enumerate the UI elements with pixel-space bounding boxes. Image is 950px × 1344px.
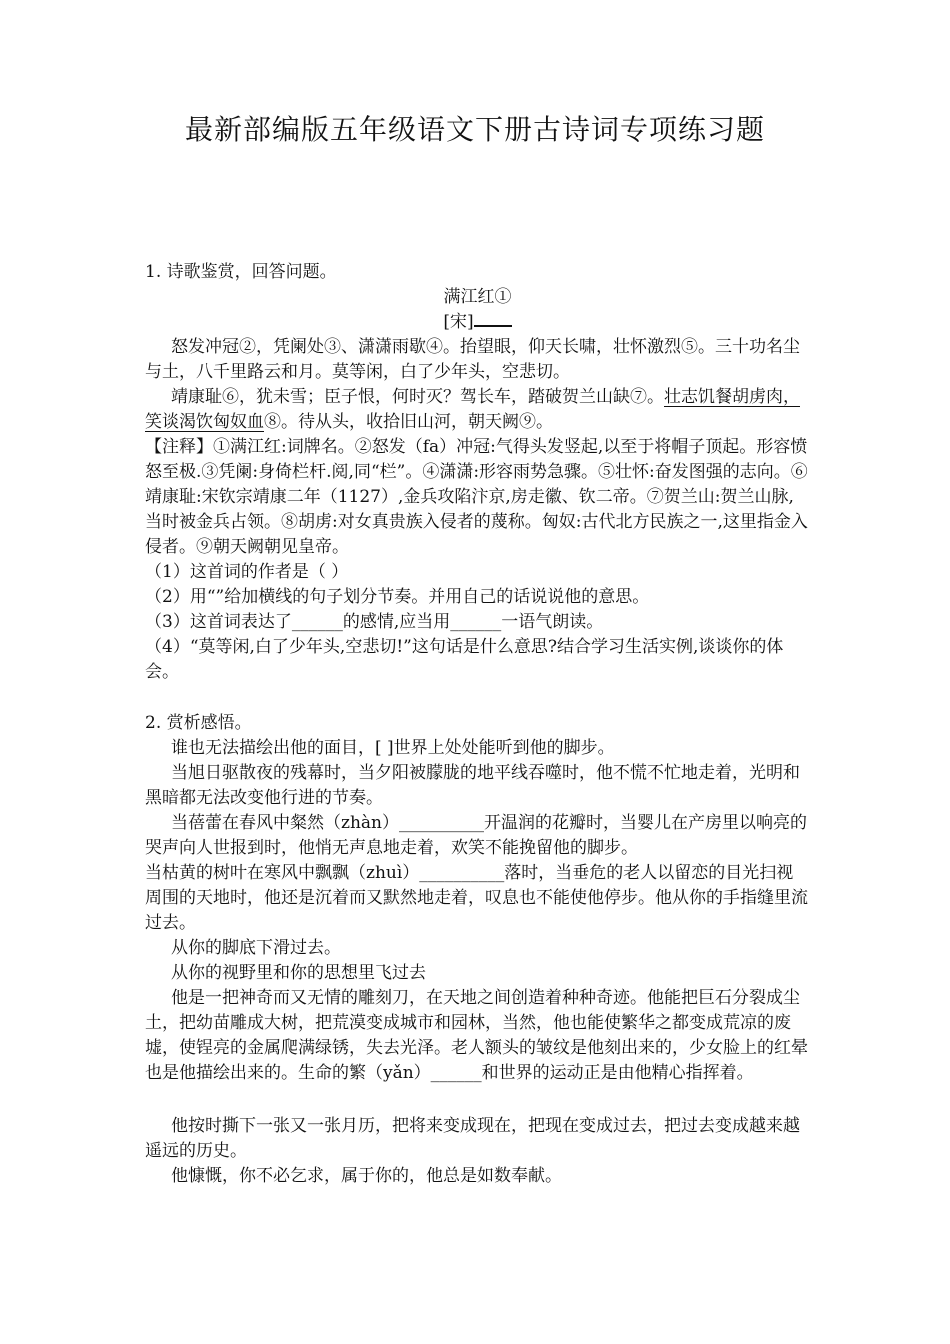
passage-paragraph-4: 当枯黄的树叶在寒风中飘飘（zhuì）__________落时，当垂危的老人以留恋的目光扫视周围的天地时，他还是沉着而又默然地走着，叹息也不能使他停步。他从你的手指缝里流过去。 (145, 863, 808, 933)
passage-paragraph-5: 从你的脚底下滑过去。 (171, 938, 341, 958)
passage-paragraph-9: 他慷慨，你不必乞求，属于你的，他总是如数奉献。 (171, 1166, 562, 1186)
passage-paragraph-1: 谁也无法描绘出他的面目，[ ]世界上处处能听到他的脚步。 (171, 738, 615, 758)
poem-stanza-2: 靖康耻⑥，犹未雪；臣子恨，何时灭？驾长车，踏破贺兰山缺⑦。壮志饥餐胡虏肉，笑谈渴饮匈奴血⑧。待从头，收拾旧山河，朝天阙⑨。 (145, 387, 800, 432)
sub-question-3: （3）这首词表达了______的感情,应当用______一语气朗读。 (145, 612, 604, 632)
passage-paragraph-6: 从你的视野里和你的思想里飞过去 (171, 963, 426, 983)
content-body (145, 260, 810, 1189)
poem-dynasty: [宋] (145, 310, 810, 335)
sub-question-1: （1）这首词的作者是（ ） (145, 562, 349, 582)
page-title: 最新部编版五年级语文下册古诗词专项练习题 (184, 113, 765, 146)
author-blank (474, 311, 512, 327)
question-1-heading: 1. 诗歌鉴赏，回答问题。 (145, 262, 337, 282)
sub-question-4: （4）“莫等闲,白了少年头,空悲切!”这句话是什么意思?结合学习生活实例,谈谈你的体会。 (145, 637, 784, 682)
poem-notes: 【注释】①满江红:词牌名。②怒发（fa）冲冠:气得头发竖起,以至于将帽子顶起。形容愤怒至极.③凭阑:身倚栏杆.阅,同“栏”。④潇潇:形容雨势急骤。⑤壮怀:奋发图强的志向。⑥靖康耻:宋钦宗靖康二年（1127）,金兵攻陷汴京,房走徽、钦二帝。⑦贺兰山:贺兰山脉,当时被金兵占领。⑧胡虏:对女真贵族入侵者的蔑称。匈奴:古代北方民族之一,这里指金入侵者。⑨朝天阙朝见皇帝。 (145, 437, 808, 557)
passage-paragraph-8: 他按时撕下一张又一张月历，把将来变成现在，把现在变成过去，把过去变成越来越遥远的历史。 (145, 1116, 800, 1161)
question-2-heading: 2. 赏析感悟。 (145, 713, 252, 733)
passage-paragraph-7: 他是一把神奇而又无情的雕刻刀，在天地之间创造着种种奇迹。他能把巨石分裂成尘土，把幼苗雕成大树，把荒漠变成城市和园林，当然，他也能使繁华之都变成荒凉的废墟，使锃亮的金属爬满绿锈，失去光泽。老人额头的皱纹是他刻出来的，少女脸上的红晕也是他描绘出来的。生命的繁（yǎn）______和世界的运动正是由他精心指挥着。 (145, 988, 808, 1083)
poem-stanza-1: 怒发冲冠②，凭阑处③、潇潇雨歇④。抬望眼，仰天长啸，壮怀激烈⑤。三十功名尘与土，八千里路云和月。莫等闲，白了少年头，空悲切。 (145, 337, 800, 382)
underlined-sentence: 壮志饥餐胡虏肉，笑谈渴饮匈奴血 (145, 387, 800, 432)
poem-title: 满江红① (443, 287, 512, 307)
passage-paragraph-2: 当旭日驱散夜的残幕时，当夕阳被朦胧的地平线吞噬时，他不慌不忙地走着，光明和黑暗都无法改变他行进的节奏。 (145, 763, 800, 808)
sub-question-2: （2）用“”给加横线的句子划分节奏。并用自己的话说说他的意思。 (145, 587, 650, 607)
passage-paragraph-3: 当蓓蕾在春风中粲然（zhàn）__________开温润的花瓣时，当婴儿在产房里以响亮的哭声向人世报到时，他悄无声息地走着，欢笑不能挽留他的脚步。 (145, 813, 807, 858)
